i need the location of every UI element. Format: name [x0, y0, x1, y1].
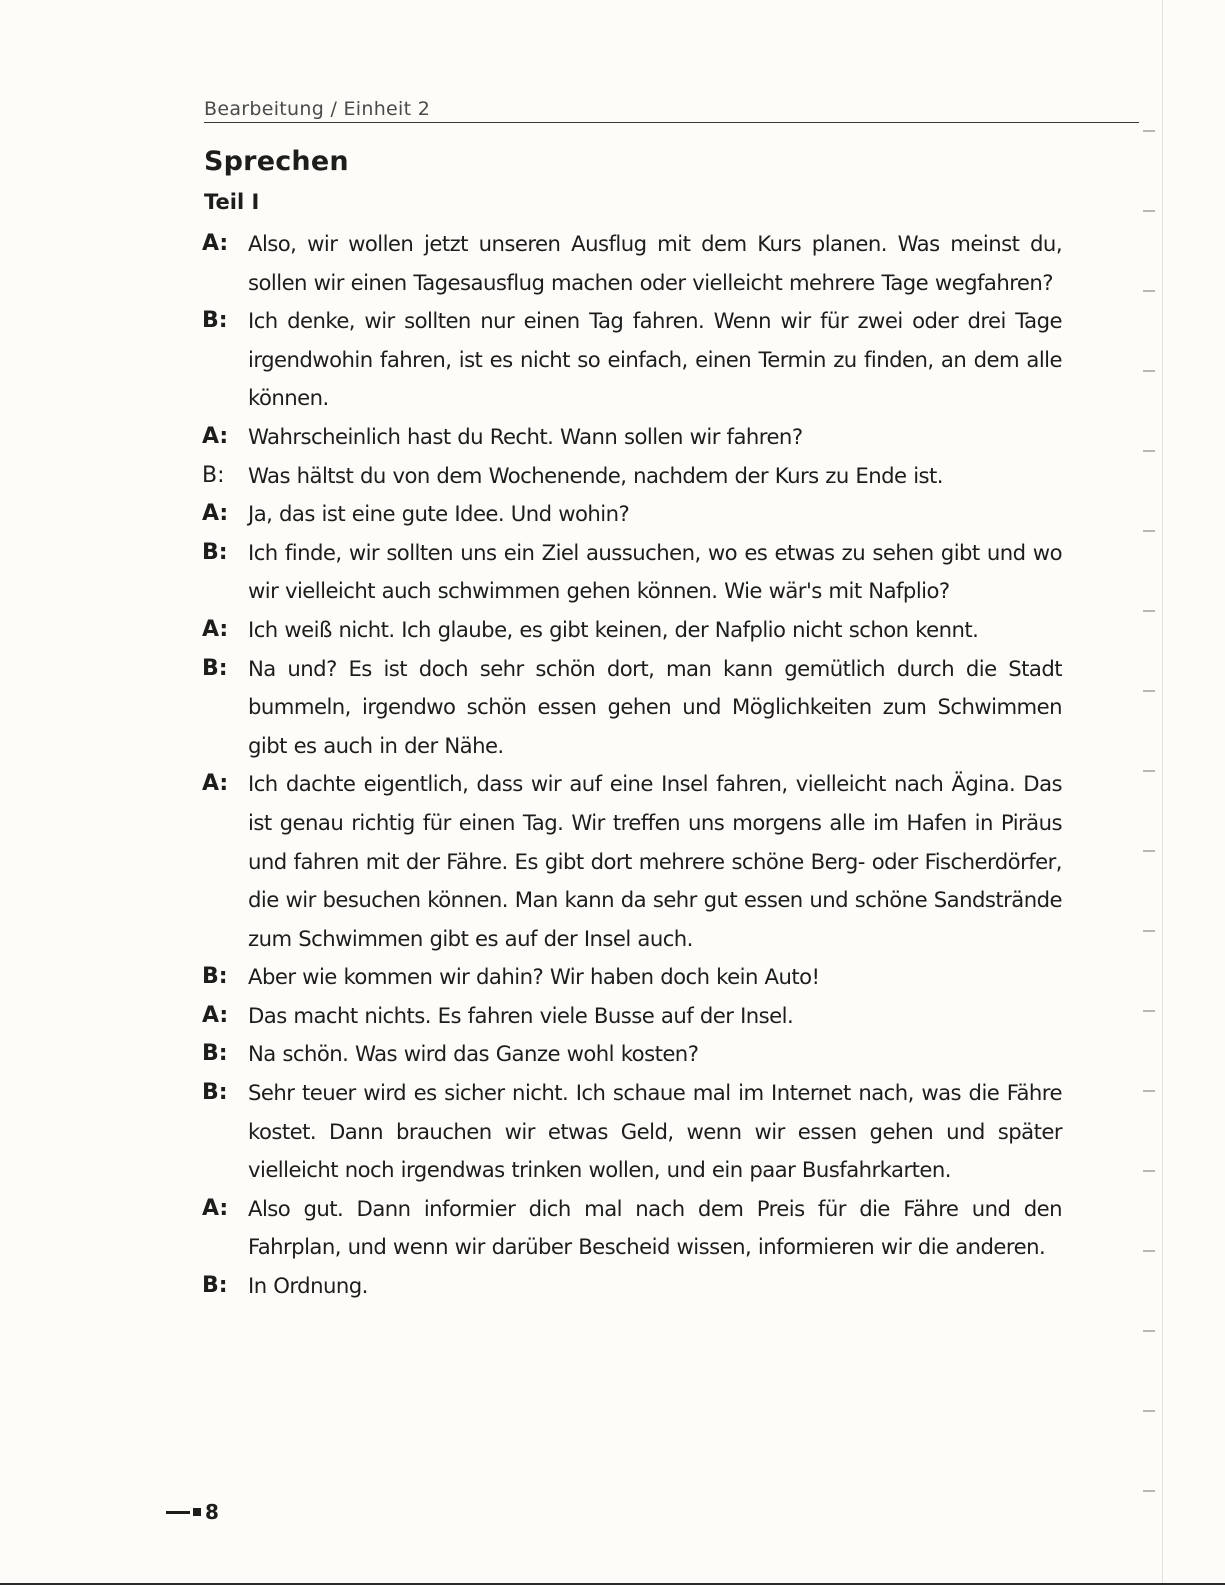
speaker-label: A:	[202, 231, 229, 256]
dialogue-text: Wahrscheinlich hast du Recht. Wann sollen wir fahren?	[248, 423, 803, 449]
margin-tick	[1143, 1010, 1155, 1012]
margin-tick	[1143, 1170, 1155, 1172]
speaker-label: A:	[202, 616, 229, 642]
running-head-text: Bearbeitung / Einheit 2	[204, 98, 431, 120]
dialogue-text: Ich dachte eigentlich, dass wir auf eine Insel fahren, vielleicht nach Ägina. Das ist genau richtig für einen Tag. Wir treffen uns morgens alle im Hafen in Piräus und fahren mit der Fähre. Es gibt dort mehrere schöne Berg- oder Fischerdörfer, die wir besuchen können. Man kann da sehr gut essen und schöne Sandstrände zum Schwimmen gibt es auf der Insel auch.	[248, 771, 1062, 951]
margin-tick	[1143, 770, 1155, 772]
dialogue-line	[202, 495, 1062, 534]
dialogue-line	[202, 650, 1062, 766]
dialogue-line	[202, 1074, 1062, 1190]
margin-tick	[1143, 850, 1155, 852]
dialogue-line	[202, 302, 1062, 418]
dialogue-line	[202, 997, 1062, 1036]
dialogue-text: Ja, das ist eine gute Idee. Und wohin?	[248, 501, 630, 527]
dialogue-text: Na schön. Was wird das Ganze wohl kosten?	[248, 1041, 699, 1067]
margin-tick	[1143, 130, 1155, 132]
margin-tick	[1143, 370, 1155, 372]
dialogue-line	[202, 1190, 1062, 1267]
dialogue-line	[202, 1267, 1062, 1306]
speaker-label: B:	[202, 539, 228, 565]
speaker-label: B:	[202, 964, 228, 990]
dialogue-line	[202, 225, 1062, 302]
page-marker-square	[193, 1508, 201, 1516]
dialogue-text: Was hältst du von dem Wochenende, nachdem der Kurs zu Ende ist.	[248, 462, 943, 488]
binding-edge	[1162, 0, 1163, 1585]
dialogue-text: In Ordnung.	[248, 1273, 368, 1299]
margin-tick	[1143, 690, 1155, 692]
margin-tick	[1143, 450, 1155, 452]
page-number	[166, 1500, 219, 1524]
dialogue-text: Ich denke, wir sollten nur einen Tag fahren. Wenn wir für zwei oder drei Tage irgendwohin fahren, ist es nicht so einfach, einen Termin zu finden, an dem alle können.	[248, 308, 1062, 411]
dialogue-text: Na und? Es ist doch sehr schön dort, man kann gemütlich durch die Stadt bummeln, irgendwo schön essen gehen und Möglichkeiten zum Schwimmen gibt es auch in der Nähe.	[248, 655, 1062, 758]
dialogue-text: Das macht nichts. Es fahren viele Busse auf der Insel.	[248, 1002, 794, 1028]
speaker-label: B:	[202, 1041, 228, 1067]
dialogue-line	[202, 418, 1062, 457]
dialogue-line	[202, 457, 1062, 496]
dialogue-line	[202, 958, 1062, 997]
margin-tick	[1143, 1250, 1155, 1252]
margin-tick	[1143, 1330, 1155, 1332]
margin-tick	[1143, 1410, 1155, 1412]
speaker-label: A:	[202, 1195, 229, 1221]
speaker-label: B:	[202, 308, 228, 334]
dialogue-line	[202, 765, 1062, 958]
margin-tick	[1143, 610, 1155, 612]
speaker-label: B:	[202, 462, 225, 488]
dialogue-text: Ich finde, wir sollten uns ein Ziel aussuchen, wo es etwas zu sehen gibt und wo wir vielleicht auch schwimmen gehen können. Wie wär's mit Nafplio?	[248, 539, 1062, 604]
dialogue-text: Sehr teuer wird es sicher nicht. Ich schaue mal im Internet nach, was die Fähre kostet. Dann brauchen wir etwas Geld, wenn wir essen gehen und später vielleicht noch irgendwas trinken wollen, und ein paar Busfahrkarten.	[248, 1080, 1062, 1183]
speaker-label: A:	[202, 501, 229, 527]
running-header	[204, 98, 1139, 123]
dialogue-line	[202, 534, 1062, 611]
margin-tick	[1143, 1090, 1155, 1092]
speaker-label: B:	[202, 655, 228, 681]
margin-tick	[1143, 210, 1155, 212]
dialogue-text: Also gut. Dann informier dich mal nach dem Preis für die Fähre und den Fahrplan, und wenn wir darüber Bescheid wissen, informieren wir die anderen.	[248, 1195, 1062, 1260]
page-marker-dash	[166, 1511, 190, 1514]
dialogue-text: Aber wie kommen wir dahin? Wir haben doch kein Auto!	[248, 964, 820, 990]
margin-tick	[1143, 290, 1155, 292]
speaker-label: A:	[202, 423, 229, 449]
margin-tick	[1143, 1490, 1155, 1492]
dialogue-text: Also, wir wollen jetzt unseren Ausflug mit dem Kurs planen. Was meinst du, sollen wir einen Tagesausflug machen oder vielleicht mehrere Tage wegfahren?	[248, 231, 1062, 295]
margin-tick	[1143, 530, 1155, 532]
speaker-label: B:	[202, 1080, 228, 1106]
speaker-label: A:	[202, 1002, 229, 1028]
margin-tick	[1143, 930, 1155, 932]
dialogue-text: Ich weiß nicht. Ich glaube, es gibt keinen, der Nafplio nicht schon kennt.	[248, 616, 979, 642]
page-number-text: 8	[205, 1500, 219, 1524]
dialogue-line	[202, 611, 1062, 650]
speaker-label: A:	[202, 771, 229, 797]
dialogue-line	[202, 1035, 1062, 1074]
dialogue	[202, 225, 1062, 1306]
section-title: Sprechen	[204, 146, 349, 177]
section-part: Teil I	[204, 190, 260, 214]
speaker-label: B:	[202, 1273, 228, 1299]
